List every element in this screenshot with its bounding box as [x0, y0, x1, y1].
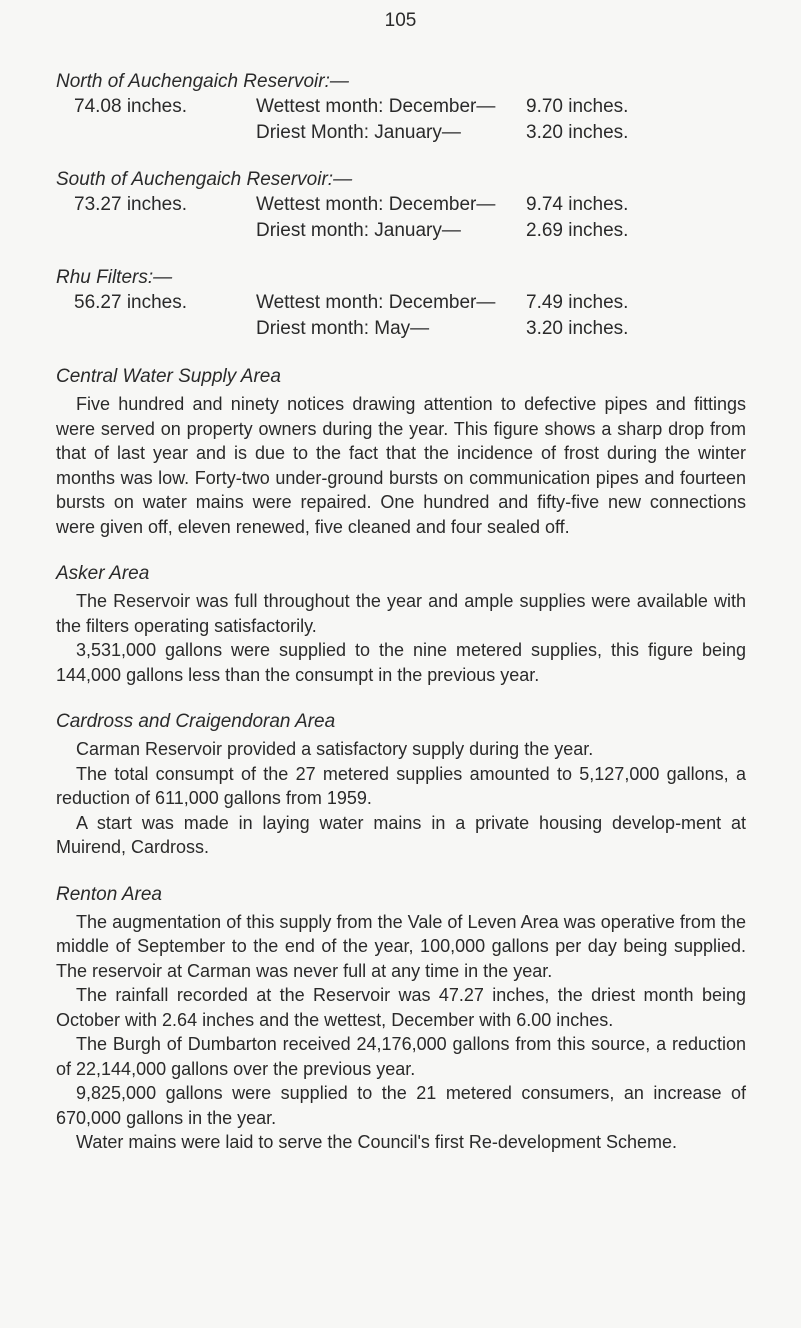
rainfall-label: Driest month: — [256, 318, 369, 339]
paragraph: The Reservoir was full throughout the year and ample supplies were available with the filters operating satisfactorily. — [56, 591, 746, 636]
paragraph: Water mains were laid to serve the Council's first Re-development Scheme. — [76, 1132, 678, 1152]
rainfall-label: Wettest month: — [256, 96, 384, 117]
rainfall-row — [56, 316, 746, 342]
paragraph: 9,825,000 gallons were supplied to the 21 metered consumers, an increase of 670,000 gallons in the year. — [56, 1083, 746, 1128]
rainfall-total: 74.08 inches. — [74, 96, 188, 117]
section-central-water-supply — [56, 364, 746, 539]
rainfall-amount: 3.20 inches. — [526, 318, 629, 339]
rainfall-month: May— — [374, 318, 430, 339]
section-heading: Central Water Supply Area — [56, 366, 281, 387]
rainfall-month: December— — [388, 194, 496, 215]
rainfall-month: January— — [374, 220, 461, 241]
rainfall-location-title: North of Auchengaich Reservoir:— — [56, 71, 349, 92]
rainfall-row — [56, 94, 746, 120]
paragraph: Five hundred and ninety notices drawing attention to defective pipes and fittings were served on property owners during the year. This figure shows a sharp drop from that of last year and is due to the fact that the incidence of frost during the winter months was low. Forty-two under-ground bursts on communication pipes and fourteen bursts on water mains were repaired. One hundred and fifty-five new connections were given off, eleven renewed, five cleaned and four sealed off. — [56, 394, 746, 537]
section-heading: Asker Area — [56, 563, 150, 584]
rainfall-block-north — [56, 70, 746, 146]
rainfall-block-rhu — [56, 266, 746, 342]
page-number: 105 — [384, 10, 417, 31]
section-cardross — [56, 709, 746, 860]
rainfall-amount: 3.20 inches. — [526, 122, 629, 143]
rainfall-row — [56, 218, 746, 244]
paragraph: The Burgh of Dumbarton received 24,176,000 gallons from this source, a reduction of 22,144,000 gallons over the previous year. — [56, 1034, 746, 1079]
rainfall-label: Driest Month: — [256, 122, 369, 143]
paragraph: The total consumpt of the 27 metered supplies amounted to 5,127,000 gallons, a reduction of 611,000 gallons from 1959. — [56, 763, 746, 808]
paragraph: Carman Reservoir provided a satisfactory supply during the year. — [76, 739, 594, 759]
rainfall-amount: 2.69 inches. — [526, 220, 629, 241]
paragraph: 3,531,000 gallons were supplied to the nine metered supplies, this figure being 144,000 gallons less than the consumpt in the previous year. — [56, 640, 746, 685]
rainfall-amount: 9.70 inches. — [526, 96, 629, 117]
rainfall-location-title: Rhu Filters:— — [56, 267, 173, 288]
rainfall-row — [56, 120, 746, 146]
rainfall-month: December— — [388, 96, 496, 117]
rainfall-block-south — [56, 168, 746, 244]
paragraph: The augmentation of this supply from the Vale of Leven Area was operative from the middle of September to the end of the year, 100,000 gallons per day being supplied. The reservoir at Carman was never full at any time in the year. — [56, 911, 746, 981]
rainfall-total: 56.27 inches. — [74, 292, 188, 313]
rainfall-month: December— — [388, 292, 496, 313]
rainfall-amount: 7.49 inches. — [526, 292, 629, 313]
section-renton — [56, 882, 746, 1155]
rainfall-label: Wettest month: — [256, 292, 384, 313]
rainfall-location-title: South of Auchengaich Reservoir:— — [56, 169, 353, 190]
section-heading: Cardross and Craigendoran Area — [56, 711, 336, 732]
rainfall-row — [56, 290, 746, 316]
rainfall-amount: 9.74 inches. — [526, 194, 629, 215]
paragraph: A start was made in laying water mains in a private housing develop-ment at Muirend, Cardross. — [56, 812, 746, 857]
page-content — [56, 70, 746, 1155]
rainfall-label: Driest month: — [256, 220, 369, 241]
rainfall-total: 73.27 inches. — [74, 194, 188, 215]
section-asker — [56, 561, 746, 687]
rainfall-month: January— — [374, 122, 461, 143]
rainfall-label: Wettest month: — [256, 194, 384, 215]
section-heading: Renton Area — [56, 883, 162, 905]
paragraph: The rainfall recorded at the Reservoir was 47.27 inches, the driest month being October with 2.64 inches and the wettest, December with 6.00 inches. — [56, 985, 746, 1030]
rainfall-row — [56, 192, 746, 218]
